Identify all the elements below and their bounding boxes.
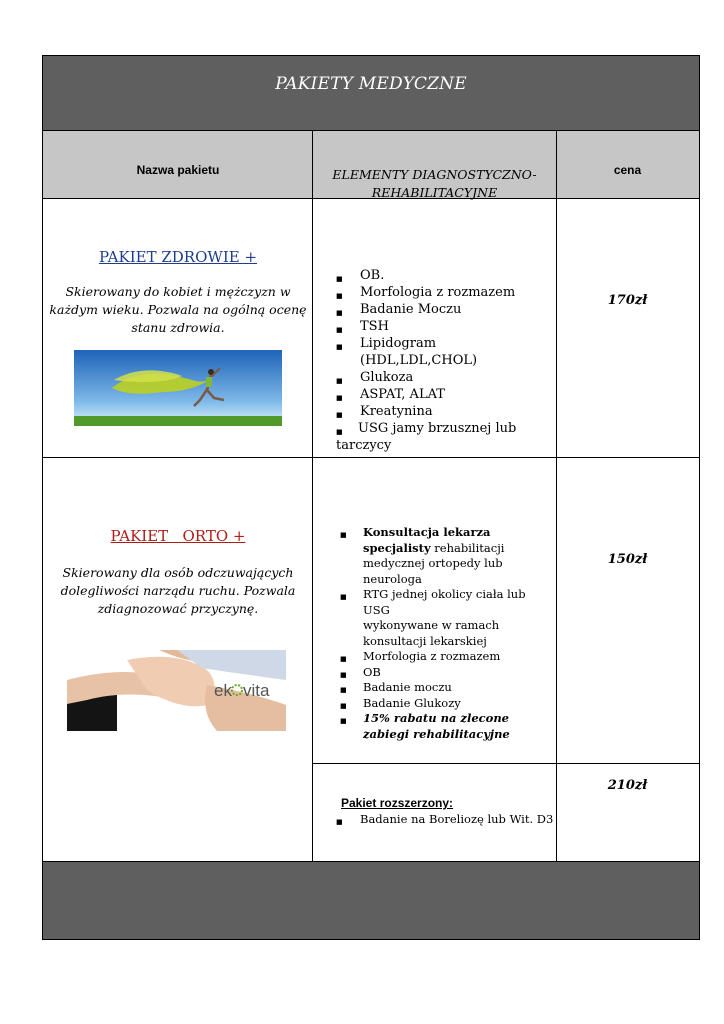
list-item: ■ Badanie moczu bbox=[340, 680, 552, 696]
column-divider-1 bbox=[312, 131, 313, 862]
list-item: ■ Badanie Moczu bbox=[336, 301, 551, 318]
price-extended: 210zł bbox=[607, 778, 648, 793]
description-line: dolegliwości narządu ruchu. Pozwala bbox=[60, 583, 296, 598]
price-orto: 150zł bbox=[607, 552, 648, 567]
extended-items-list bbox=[336, 812, 556, 828]
package-title-orto-text: PAKIET ORTO + bbox=[110, 527, 246, 545]
extended-package-title: Pakiet rozszerzony: bbox=[341, 796, 454, 810]
table-header bbox=[43, 56, 699, 131]
package-description-orto bbox=[43, 564, 313, 618]
item-bold: Konsultacja lekarza bbox=[363, 525, 491, 539]
item-text: RTG jednej okolicy ciała lub USG bbox=[363, 587, 526, 617]
column-header-price: cena bbox=[613, 163, 642, 177]
list-item-text: USG jamy brzusznej lub bbox=[358, 421, 517, 436]
list-item: ■ Morfologia z rozmazem bbox=[336, 284, 551, 301]
row-divider-1 bbox=[43, 457, 699, 458]
description-line: każdym wieku. Pozwala na ogólną ocenę bbox=[49, 302, 307, 317]
item-text: medycznej ortopedy lub bbox=[363, 556, 503, 570]
items-list-zdrowie bbox=[336, 267, 551, 454]
row-divider-2 bbox=[312, 763, 699, 764]
photo-jumping-woman bbox=[74, 350, 282, 426]
list-item bbox=[340, 711, 552, 742]
ekovita-logo: ek bbox=[214, 681, 232, 700]
list-item: ■ OB. bbox=[336, 267, 551, 284]
item-text: neurologa bbox=[363, 571, 422, 586]
list-item: ■ TSH bbox=[336, 318, 551, 335]
list-item: ■ ASPAT, ALAT bbox=[336, 386, 551, 403]
item-text: rehabilitacji bbox=[430, 540, 505, 555]
column-divider-2 bbox=[556, 131, 557, 862]
package-title-orto bbox=[43, 527, 313, 545]
description-line: stanu zdrowia. bbox=[131, 320, 225, 335]
column-header-elements-line2: REHABILITACYJNE bbox=[371, 185, 498, 200]
items-list-orto bbox=[340, 525, 552, 742]
item-bold: specjalisty bbox=[363, 540, 431, 555]
price-zdrowie: 170zł bbox=[607, 293, 648, 308]
item-bold-italic: 15% rabatu na zlecone bbox=[363, 711, 509, 725]
list-item: ■ Kreatynina bbox=[336, 403, 551, 420]
list-item: ■ Lipidogram (HDL,LDL,CHOL) bbox=[336, 335, 551, 369]
packages-table bbox=[42, 55, 700, 940]
description-line: Skierowany do kobiet i mężczyzn w bbox=[65, 284, 291, 299]
list-item bbox=[340, 525, 552, 587]
photo-knee-therapy bbox=[67, 650, 286, 731]
description-line: Skierowany dla osób odczuwających bbox=[62, 565, 294, 580]
list-item: ■ OB bbox=[340, 665, 552, 681]
list-item: ■ Badanie na Boreliozę lub Wit. D3 bbox=[336, 812, 556, 828]
list-item bbox=[340, 587, 552, 649]
list-item: ■ Glukoza bbox=[336, 369, 551, 386]
column-header-name: Nazwa pakietu bbox=[136, 163, 220, 177]
list-item: ■ Morfologia z rozmazem bbox=[340, 649, 552, 665]
package-title-zdrowie: PAKIET ZDROWIE + bbox=[98, 248, 258, 266]
list-item: ■ Badanie Glukozy bbox=[340, 696, 552, 712]
svg-text:vita: vita bbox=[243, 681, 270, 700]
table-footer bbox=[43, 862, 699, 939]
item-text: wykonywane w ramach bbox=[363, 618, 500, 632]
list-item bbox=[336, 420, 551, 454]
item-text: konsultacji lekarskiej bbox=[363, 633, 487, 648]
column-header-elements bbox=[313, 166, 556, 202]
list-item-text-cont: tarczycy bbox=[336, 438, 392, 453]
description-line: zdiagnozować przyczynę. bbox=[97, 601, 259, 616]
page-title: PAKIETY MEDYCZNE bbox=[275, 74, 467, 94]
item-bold-italic: zabiegi rehabilitacyjne bbox=[363, 726, 510, 741]
column-header-elements-line1: ELEMENTY DIAGNOSTYCZNO- bbox=[332, 167, 537, 182]
package-description-zdrowie bbox=[43, 283, 313, 337]
